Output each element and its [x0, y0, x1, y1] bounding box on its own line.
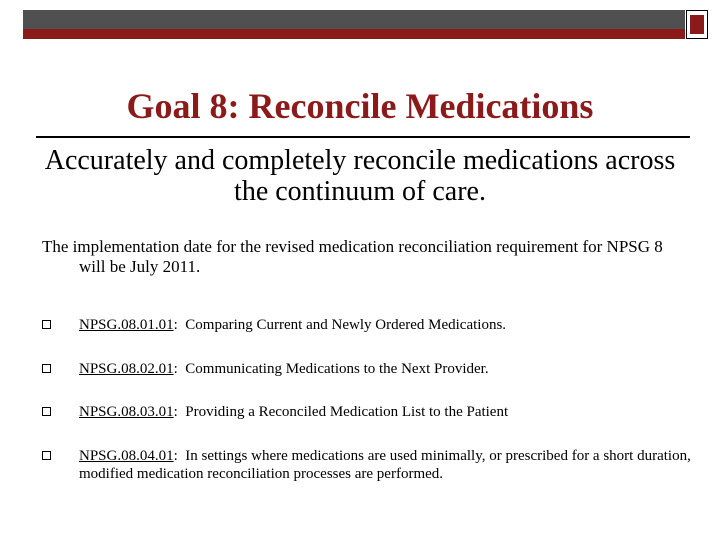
- list-item-text: Providing a Reconciled Medication List to the Patient: [177, 404, 509, 420]
- hollow-square-icon: [42, 451, 51, 460]
- list-item-text: Communicating Medications to the Next Provider.: [177, 361, 489, 377]
- npsg-code: NPSG.08.04.01: [79, 448, 174, 464]
- separator: :: [173, 361, 178, 377]
- hollow-square-icon: [42, 364, 51, 373]
- list-item: [42, 316, 720, 334]
- list-item-text: In settings where medications are used minimally, or prescribed for a short duration, modified medication reconciliation processes are performed.: [79, 448, 695, 482]
- separator: :: [173, 448, 178, 464]
- intro-text: The implementation date for the revised medication reconciliation requirement for NPSG 8 will be July 2011.: [42, 237, 663, 276]
- corner-square-icon: [686, 10, 708, 39]
- list-item-text: Comparing Current and Newly Ordered Medications.: [177, 317, 507, 333]
- hollow-square-icon: [42, 407, 51, 416]
- list-item: [42, 447, 720, 483]
- npsg-code: NPSG.08.02.01: [79, 361, 174, 377]
- npsg-code: NPSG.08.01.01: [79, 317, 174, 333]
- list-item: [42, 360, 720, 378]
- slide-title: Goal 8: Reconcile Medications: [126, 86, 594, 126]
- hollow-square-icon: [42, 320, 51, 329]
- header-bar-dark: [23, 10, 685, 29]
- npsg-code: NPSG.08.03.01: [79, 404, 174, 420]
- slide-subtitle: Accurately and completely reconcile medications across the continuum of care.: [44, 145, 676, 207]
- title-divider: [36, 136, 690, 138]
- separator: :: [173, 404, 178, 420]
- header-bar-red: [23, 29, 685, 39]
- list-item: [42, 403, 720, 421]
- separator: :: [173, 317, 178, 333]
